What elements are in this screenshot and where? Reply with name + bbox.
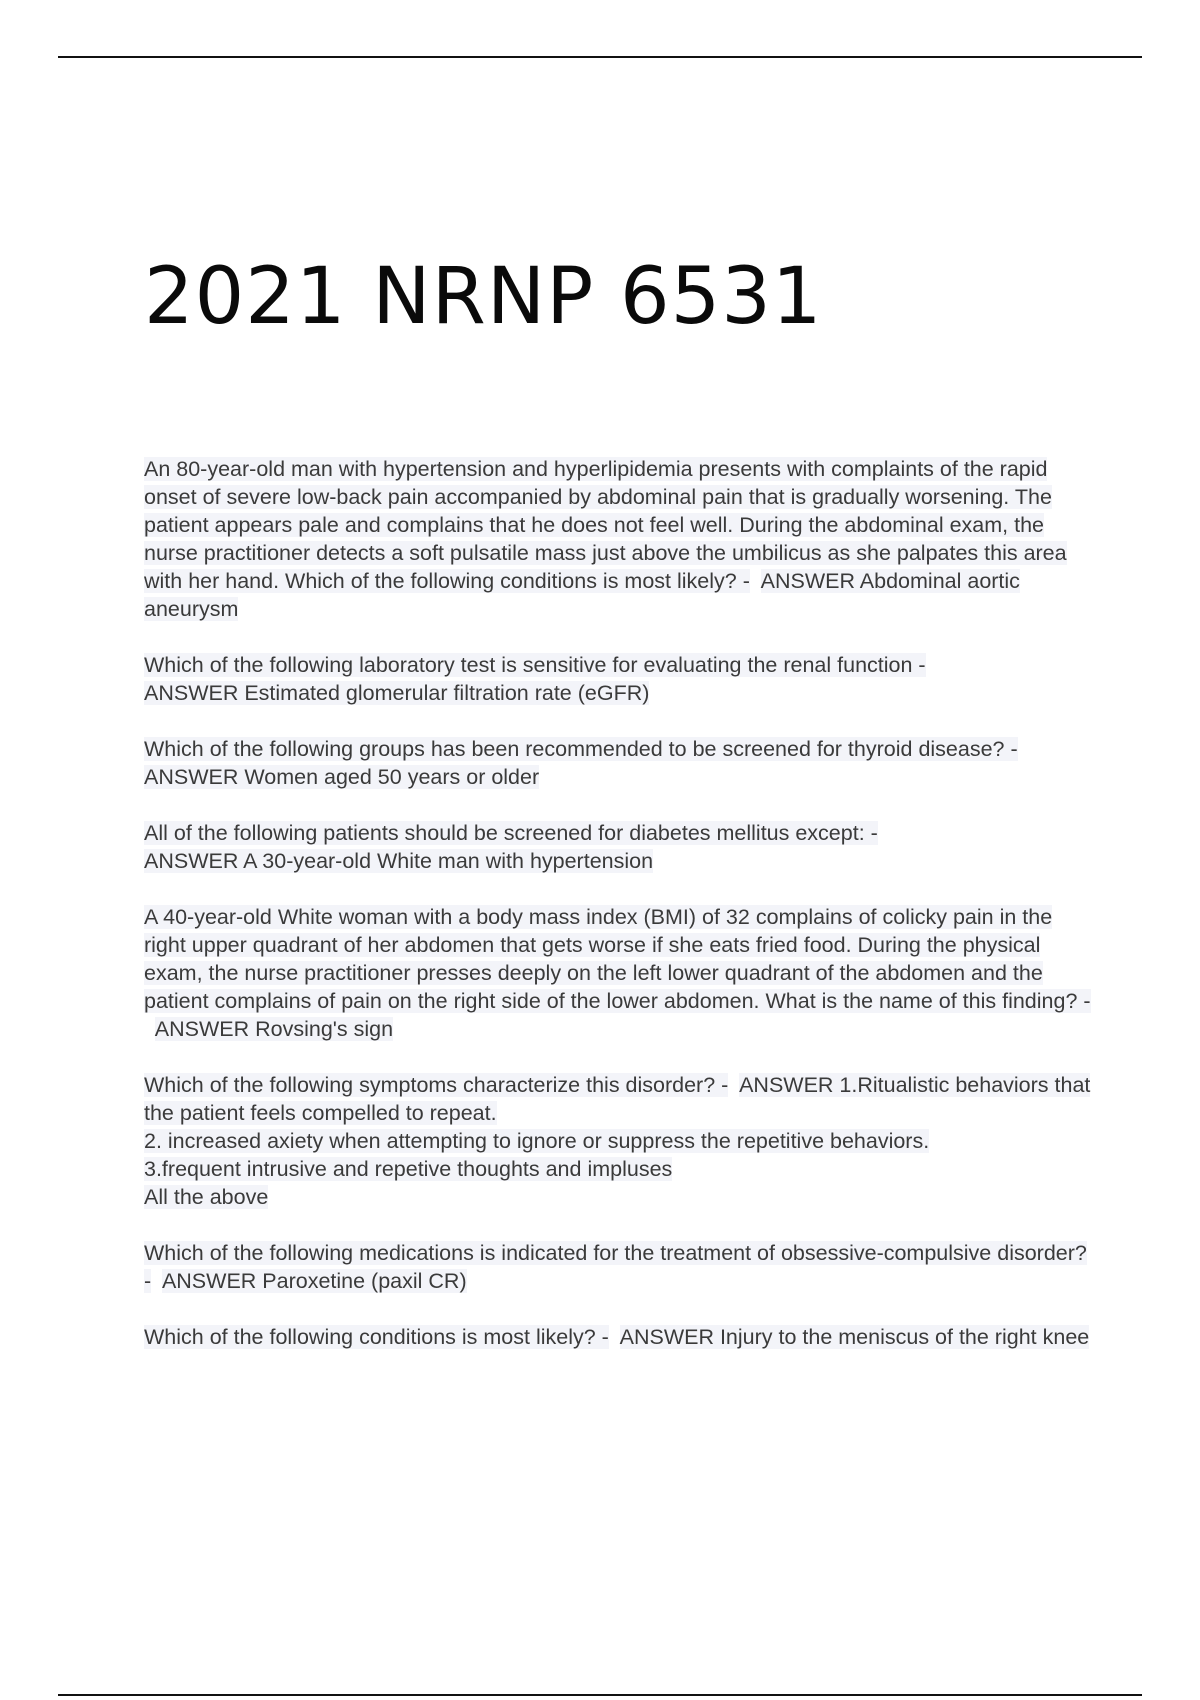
- question-text: An 80-year-old man with hypertension and hyperlipidemia presents with complaints of the rapid onset of severe low-back pain accompanied by abdominal pain that is gradually worsening. The patient appears pale and complains that he does not feel well. During the abdominal exam, the nurse practitioner detects a soft pulsatile mass just above the umbilicus as she palpates this area with her hand. Which of the following conditions is most likely? -: [144, 457, 1067, 593]
- answer-text: ANSWER Injury to the meniscus of the right knee: [619, 1325, 1090, 1349]
- qa-item: [144, 735, 1094, 791]
- qa-item: [144, 903, 1094, 1043]
- answer-text: ANSWER Abdominal aortic aneurysm: [144, 569, 1020, 621]
- qa-list: [144, 455, 1094, 1379]
- question-text: Which of the following groups has been recommended to be screened for thyroid disease? -: [144, 737, 1018, 761]
- question-text: Which of the following symptoms characterize this disorder? -: [144, 1073, 729, 1097]
- qa-item: [144, 819, 1094, 875]
- question-text: All of the following patients should be screened for diabetes mellitus except: -: [144, 821, 878, 845]
- answer-text: ANSWER Rovsing's sign: [154, 1017, 394, 1041]
- question-text: Which of the following laboratory test is sensitive for evaluating the renal function -: [144, 653, 926, 677]
- question-text: Which of the following medications is indicated for the treatment of obsessive-compulsive disorder? -: [144, 1241, 1087, 1293]
- top-rule: [58, 56, 1142, 58]
- answer-text: ANSWER 1.Ritualistic behaviors that the patient feels compelled to repeat. 2. increased axiety when attempting to ignore or suppress the repetitive behaviors. 3.frequent intrusive and repetive thoughts and impluses All the above: [144, 1073, 1091, 1209]
- answer-text: ANSWER Paroxetine (paxil CR): [161, 1269, 467, 1293]
- qa-item: [144, 1071, 1094, 1211]
- answer-text: ANSWER A 30-year-old White man with hypertension: [144, 849, 654, 873]
- document-title: 2021 NRNP 6531: [144, 252, 823, 342]
- question-text: Which of the following conditions is most likely? -: [144, 1325, 609, 1349]
- qa-item: [144, 1323, 1094, 1351]
- bottom-rule: [58, 1694, 1142, 1696]
- qa-item: [144, 1239, 1094, 1295]
- answer-text: ANSWER Estimated glomerular filtration rate (eGFR): [144, 681, 650, 705]
- answer-text: ANSWER Women aged 50 years or older: [144, 765, 540, 789]
- qa-item: [144, 455, 1094, 623]
- question-text: A 40-year-old White woman with a body mass index (BMI) of 32 complains of colicky pain in the right upper quadrant of her abdomen that gets worse if she eats fried food. During the physical exam, the nurse practitioner presses deeply on the left lower quadrant of the abdomen and the patient complains of pain on the right side of the lower abdomen. What is the name of this finding? -: [144, 905, 1091, 1013]
- qa-item: [144, 651, 1094, 707]
